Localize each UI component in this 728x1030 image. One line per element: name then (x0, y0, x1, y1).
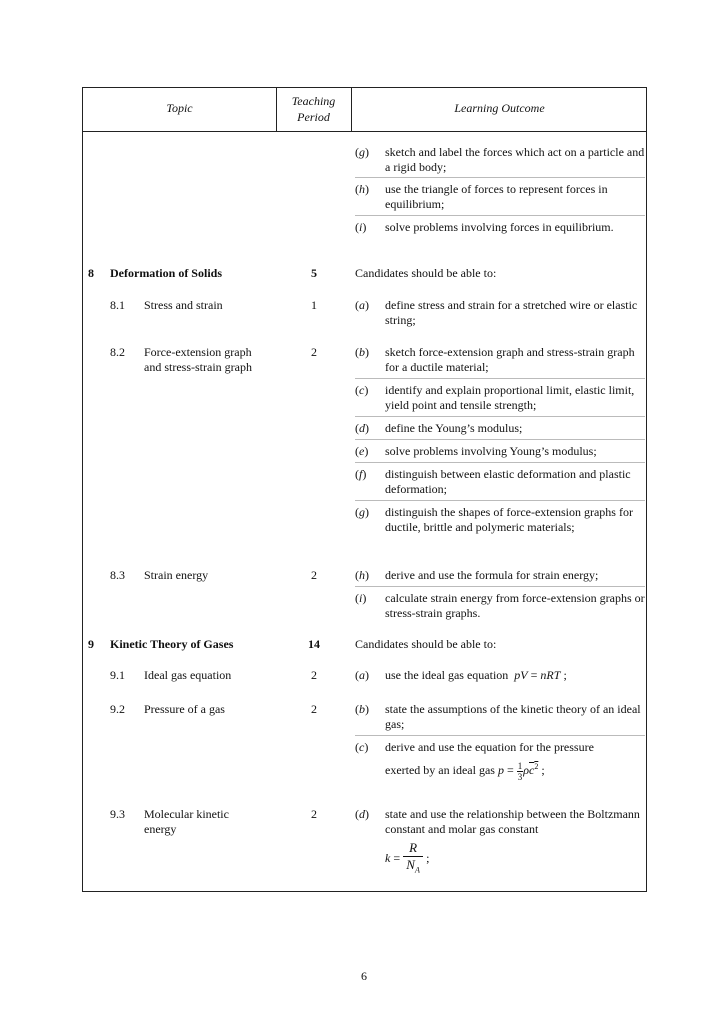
section-period: 14 (308, 637, 320, 651)
header-divider (83, 131, 646, 132)
section-number: 8 (88, 266, 94, 280)
outcome-item: (i) calculate strain energy from force-extension graphs or stress-strain graphs. (355, 591, 645, 620)
outcome-divider (355, 177, 645, 178)
subtopic-title: Strain energy (144, 568, 209, 582)
pressure-equation: p = $\frac{1}{3}$ $\rho c^2$ ; (497, 760, 545, 782)
section-title: Kinetic Theory of Gases (110, 637, 234, 651)
header-teaching-period-line1: Teaching (291, 94, 336, 108)
subtopic-period: 1 (311, 298, 317, 312)
outcome-item: (f) distinguish between elastic deformation and plastic deformation; (355, 467, 631, 496)
subtopic-number: 8.3 (110, 568, 125, 582)
subtopic-number: 9.2 (110, 702, 125, 716)
outcome-item: (d) define the Young’s modulus; (355, 421, 523, 435)
outcome-item: (c) derive and use the equation for the pressure exerted by an ideal gas p = $\frac{1}{3}$ $\rho c^2$ ; (355, 740, 594, 782)
outcome-divider (355, 378, 645, 379)
header-teaching-period (276, 93, 351, 125)
subtopic-title: Pressure of a gas (144, 702, 225, 716)
outcome-divider (355, 586, 645, 587)
outcome-divider (355, 735, 645, 736)
header-learning-outcome: Learning Outcome (454, 101, 545, 115)
outcome-intro: Candidates should be able to: (355, 266, 497, 280)
header-teaching-period-line2: Period (297, 110, 330, 124)
subtopic-number: 8.2 (110, 345, 125, 359)
outcome-divider (355, 439, 645, 440)
outcome-item: (e) solve problems involving Young’s modulus; (355, 444, 597, 458)
section-number: 9 (88, 637, 94, 651)
subtopic-period: 2 (311, 345, 317, 359)
subtopic-period: 2 (311, 807, 317, 821)
subtopic-title: Stress and strain (144, 298, 223, 312)
outcome-item: (c) identify and explain proportional limit, elastic limit, yield point and tensile strength; (355, 383, 635, 412)
outcome-item: (h) derive and use the formula for strain energy; (355, 568, 599, 582)
section-title: Deformation of Solids (110, 266, 222, 280)
subtopic-title: Force-extension graph and stress-strain graph (144, 345, 252, 374)
outcome-item: (h) use the triangle of forces to represent forces in equilibrium; (355, 182, 608, 211)
boltzmann-equation: k = $\frac{R}{N_A}$ ; (385, 840, 430, 875)
outcome-item: (g) distinguish the shapes of force-extension graphs for ductile, brittle and polymeric materials; (355, 505, 633, 534)
subtopic-period: 2 (311, 568, 317, 582)
subtopic-title: Ideal gas equation (144, 668, 232, 682)
header-topic: Topic (166, 101, 193, 115)
outcome-item: (g) sketch and label the forces which act on a particle and a rigid body; (355, 145, 645, 174)
subtopic-number: 9.3 (110, 807, 125, 821)
subtopic-period: 2 (311, 702, 317, 716)
outcome-item: (a) define stress and strain for a stretched wire or elastic string; (355, 298, 638, 327)
outcome-divider (355, 500, 645, 501)
subtopic-period: 2 (311, 668, 317, 682)
outcome-item: (a) use the ideal gas equation pV = nRT ; (355, 668, 567, 682)
outcome-item: (d) state and use the relationship between the Boltzmann constant and molar gas constant k = $\frac{R}{N_A}$ ; (355, 807, 645, 879)
subtopic-number: 9.1 (110, 668, 125, 682)
outcome-item: (b) state the assumptions of the kinetic theory of an ideal gas; (355, 702, 641, 731)
syllabus-table (82, 87, 647, 892)
outcome-divider (355, 215, 645, 216)
section-period: 5 (311, 266, 317, 280)
ideal-gas-equation: pV = nRT ; (514, 668, 567, 682)
page-number: 6 (361, 969, 367, 983)
outcome-item: (b) sketch force-extension graph and stress-strain graph for a ductile material; (355, 345, 635, 374)
outcome-divider (355, 416, 645, 417)
subtopic-number: 8.1 (110, 298, 125, 312)
outcome-item: (i) solve problems involving forces in equilibrium. (355, 220, 614, 234)
outcome-intro: Candidates should be able to: (355, 637, 497, 651)
subtopic-title: Molecular kinetic energy (144, 807, 229, 836)
outcome-divider (355, 462, 645, 463)
